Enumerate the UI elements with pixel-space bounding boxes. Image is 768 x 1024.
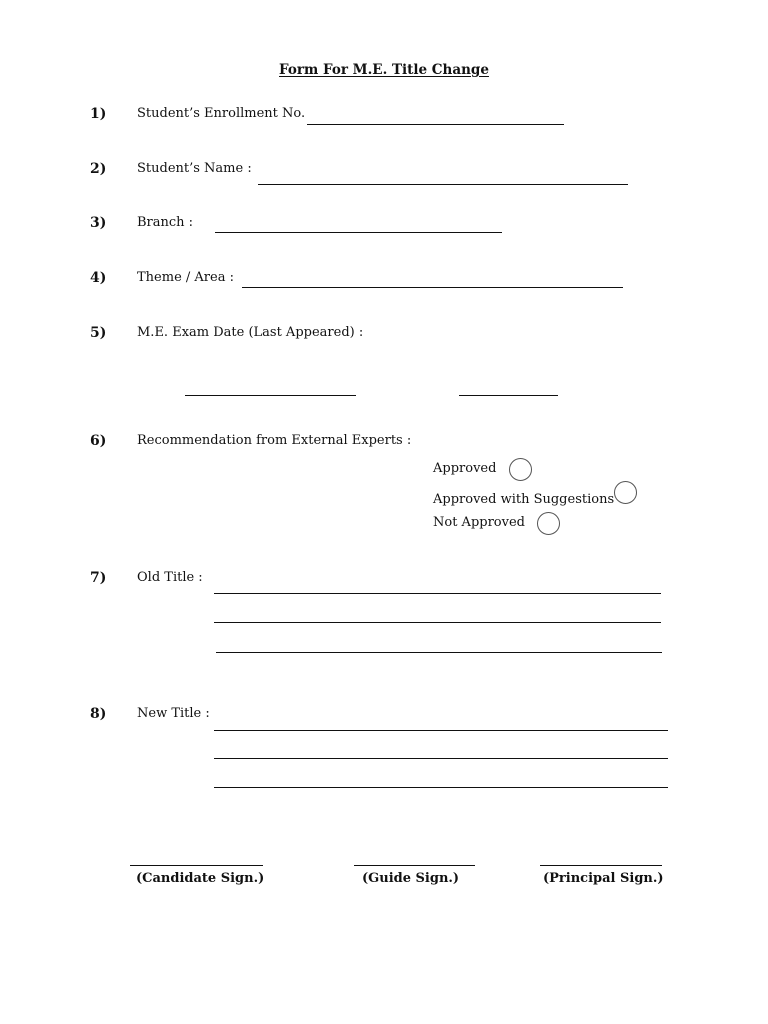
new-title-line-1[interactable] [214, 730, 668, 731]
exam-date-line-1[interactable] [185, 395, 356, 396]
option-not-approved-label: Not Approved [433, 515, 525, 530]
new-title-line-3[interactable] [214, 787, 668, 788]
item-number-3: 3) [90, 215, 107, 231]
item-number-8: 8) [90, 706, 107, 722]
old-title-line-2[interactable] [214, 622, 661, 623]
item-number-1: 1) [90, 106, 107, 122]
exam-date-label: M.E. Exam Date (Last Appeared) : [137, 325, 364, 340]
candidate-sign-line[interactable] [130, 865, 263, 866]
item-number-7: 7) [90, 570, 107, 586]
option-approved-label: Approved [433, 461, 497, 476]
theme-area-label: Theme / Area : [137, 270, 234, 285]
guide-sign-line[interactable] [354, 865, 475, 866]
old-title-line-1[interactable] [214, 593, 661, 594]
branch-line[interactable] [215, 232, 502, 233]
item-number-5: 5) [90, 325, 107, 341]
item-number-4: 4) [90, 270, 107, 286]
principal-sign-label: (Principal Sign.) [543, 871, 664, 886]
old-title-label: Old Title : [137, 570, 203, 585]
option-approved-with-suggestions-label: Approved with Suggestions [433, 492, 615, 507]
item-number-2: 2) [90, 161, 107, 177]
form-title: Form For M.E. Title Change [279, 62, 489, 78]
new-title-label: New Title : [137, 706, 210, 721]
new-title-line-2[interactable] [214, 758, 668, 759]
enrollment-no-line[interactable] [307, 124, 564, 125]
branch-label: Branch : [137, 215, 194, 230]
guide-sign-label: (Guide Sign.) [362, 871, 460, 886]
student-name-line[interactable] [258, 184, 628, 185]
option-not-approved-circle[interactable] [537, 512, 560, 535]
exam-date-line-2[interactable] [459, 395, 558, 396]
principal-sign-line[interactable] [540, 865, 662, 866]
option-approved-with-suggestions-circle[interactable] [614, 481, 637, 504]
theme-area-line[interactable] [242, 287, 623, 288]
student-name-label: Student’s Name : [137, 161, 252, 176]
option-approved-circle[interactable] [509, 458, 532, 481]
candidate-sign-label: (Candidate Sign.) [136, 871, 265, 886]
item-number-6: 6) [90, 433, 107, 449]
recommendation-label: Recommendation from External Experts : [137, 433, 412, 448]
old-title-line-3[interactable] [216, 652, 662, 653]
enrollment-no-label: Student’s Enrollment No. [137, 106, 306, 121]
